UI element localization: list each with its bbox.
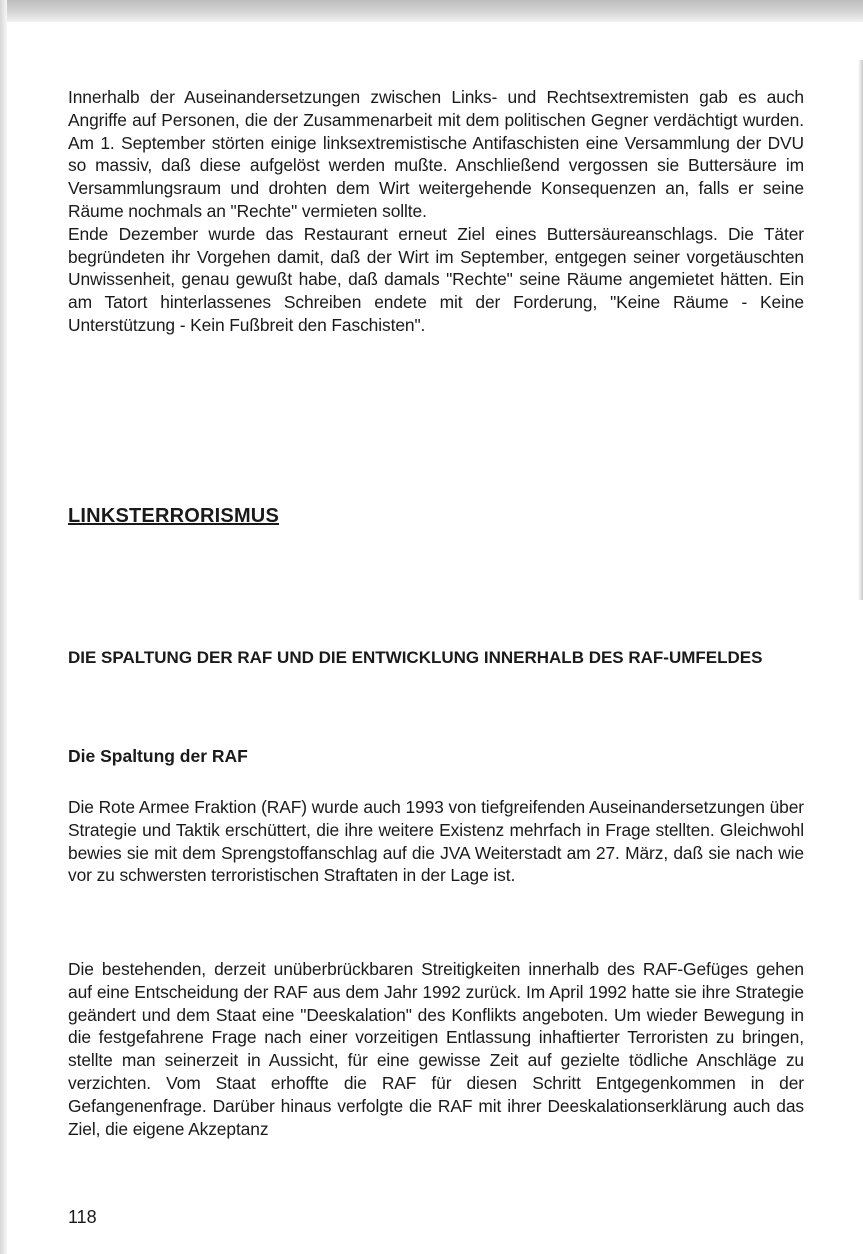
paragraph-raf-1993: Die Rote Armee Fraktion (RAF) wurde auch 1993 von tiefgreifenden Auseinandersetzungen über Strategie und Taktik erschüttert, die ihre weitere Existenz mehrfach in Frage stellten. Gleichwohl bewies sie mit dem Sprengstoffanschlag auf die JVA Weiterstadt am 27. März, daß sie nach wie vor zu schwersten terroristischen Straftaten in der Lage ist. [68,797,804,886]
intro-text-block [68,86,804,337]
chapter-heading-raf-spaltung: DIE SPALTUNG DER RAF UND DIE ENTWICKLUNG INNERHALB DES RAF-UMFELDES [68,648,763,667]
subheading-spaltung-der-raf: Die Spaltung der RAF [68,746,248,766]
page-number: 118 [68,1207,97,1227]
paragraph-buttersaeure-anschlag: Ende Dezember wurde das Restaurant erneut Ziel eines Buttersäureanschlags. Die Täter begründeten ihr Vorgehen damit, daß der Wirt im September, entgegen seiner vorgetäuschten Unwissenheit, genau gewußt habe, daß damals "Rechte" seine Räume angemietet hätten. Ein am Tatort hinterlassenes Schreiben endete mit der Forderung, "Keine Räume - Keine Unterstützung - Kein Fußbreit den Faschisten". [68,223,804,335]
paragraph-antifa-attacks: Innerhalb der Auseinandersetzungen zwischen Links- und Rechtsextremisten gab es auch Angriffe auf Personen, die der Zusammenarbeit mit dem politischen Gegner verdächtigt wurden. Am 1. September störten einige linksextremistische Antifaschisten eine Versammlung der DVU so massiv, daß diese aufgelöst werden mußte. Anschließend vergossen sie Buttersäure im Versammlungsraum und drohten dem Wirt weitergehende Konsequenzen an, falls er seine Räume nochmals an "Rechte" vermieten sollte. [68,87,804,221]
scan-edge-right [858,60,863,600]
paragraph-raf-deeskalation: Die bestehenden, derzeit unüberbrückbaren Streitigkeiten innerhalb des RAF-Gefüges gehen auf eine Entscheidung der RAF aus dem Jahr 1992 zurück. Im April 1992 hatte sie ihre Strategie geändert und dem Staat eine "Deeskalation" des Konflikts angeboten. Um wieder Bewegung in die festgefahrene Frage nach einer vorzeitigen Entlassung inhaftierter Terroristen zu bringen, stellte man seinerzeit in Aussicht, für eine gewisse Zeit auf gezielte tödliche Anschläge zu verzichten. Vom Staat erhoffte die RAF für diesen Schritt Entgegenkommen in der Gefangenenfrage. Darüber hinaus verfolgte die RAF mit ihrer Deeskalationserklärung auch das Ziel, die eigene Akzeptanz [68,959,804,1139]
scan-edge-top [0,0,863,22]
section-heading-linksterrorismus: LINKSTERRORISMUS [68,505,279,527]
scan-edge-left [0,0,7,1254]
